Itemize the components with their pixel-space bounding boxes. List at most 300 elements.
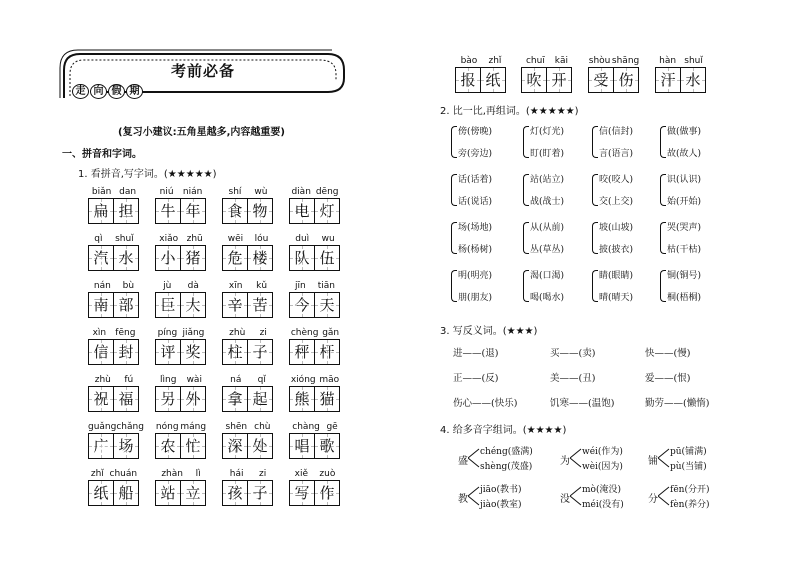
pinyin-syllable: bào (460, 56, 478, 66)
pinyin-syllable: chù (254, 422, 271, 432)
char: 祝 (93, 390, 109, 408)
word-box (289, 280, 341, 318)
polyphone-item (648, 482, 738, 512)
char-cell (315, 386, 340, 412)
compare-word: 站(站立) (530, 175, 565, 185)
char: 受 (593, 71, 609, 89)
char: 子 (252, 484, 268, 502)
compare-group (451, 268, 513, 302)
question-3-label: 3. 写反义词。(★★★) (440, 326, 538, 337)
badge (72, 84, 143, 99)
pinyin (155, 468, 207, 480)
brace-icon (592, 126, 598, 158)
compare-group (451, 124, 513, 158)
compare-word: 枯(干枯) (667, 245, 702, 255)
char-cell (248, 292, 273, 318)
char-cell (588, 67, 614, 93)
compare-word: 明(明亮) (458, 271, 493, 281)
pinyin (155, 233, 207, 245)
pinyin-syllable: jīn (295, 281, 306, 291)
badge-char: 走 (72, 84, 89, 99)
compare-word: 信(信封) (599, 127, 634, 137)
polyphone-item (458, 482, 548, 512)
compare-word: 灯(灯光) (530, 127, 565, 137)
char-cell (88, 480, 114, 506)
pinyin (222, 468, 274, 480)
char: 南 (93, 296, 109, 314)
compare-word: 晴(晴天) (599, 293, 634, 303)
pinyin (289, 374, 341, 386)
char: 猫 (319, 390, 335, 408)
pinyin-syllable: píng (157, 328, 178, 338)
pinyin-syllable: diàn (291, 187, 311, 197)
study-tip: (复习小建议:五角星越多,内容越重要) (118, 127, 285, 138)
pinyin-syllable: chuī (525, 56, 545, 66)
pinyin (289, 421, 341, 433)
pinyin-syllable: gǎn (322, 328, 340, 338)
pinyin-syllable: zhū (186, 234, 203, 244)
pinyin-syllable: nóng (155, 422, 179, 432)
polyphone-reading: fēn(分开) (670, 485, 710, 495)
char-cell (114, 245, 139, 271)
char-cell (114, 339, 139, 365)
pinyin-syllable: bù (122, 281, 135, 291)
pinyin-syllable: māo (319, 375, 340, 385)
pinyin-syllable: jiǎng (182, 328, 205, 338)
compare-word: 始(开始) (667, 197, 702, 207)
pinyin-syllable: lìng (160, 375, 177, 385)
pinyin-syllable: kǔ (256, 281, 268, 291)
char: 汗 (660, 71, 676, 89)
pinyin-syllable: zuò (319, 469, 336, 479)
word-box (88, 233, 140, 271)
char: 巨 (160, 296, 176, 314)
pinyin-syllable: fēng (115, 328, 136, 338)
compare-group (451, 172, 513, 206)
pinyin (88, 421, 144, 433)
brace-icon (660, 174, 666, 206)
fork-icon (658, 446, 670, 470)
char: 小 (160, 249, 176, 267)
char-cell (88, 198, 114, 224)
char: 辛 (227, 296, 243, 314)
compare-group (592, 268, 654, 302)
char: 子 (252, 343, 268, 361)
compare-word: 交(上交) (599, 197, 634, 207)
char: 农 (160, 437, 176, 455)
char: 忙 (185, 437, 201, 455)
brace-icon (523, 222, 529, 254)
char-cell (155, 339, 181, 365)
polyphone-reading: jiāo(教书) (480, 485, 522, 495)
char: 吹 (526, 71, 542, 89)
pinyin (655, 55, 707, 67)
polyphone-reading: pū(铺满) (670, 447, 707, 457)
word-box (588, 55, 640, 93)
page-title: 考前必备 (170, 62, 235, 80)
char-cell (315, 292, 340, 318)
question-1-label: 1. 看拼音,写字词。(★★★★★) (78, 169, 217, 180)
antonym-item: 进——(退) (453, 348, 499, 359)
word-box (289, 327, 341, 365)
char: 封 (118, 343, 134, 361)
compare-word: 桐(梧桐) (667, 293, 702, 303)
char-cell (614, 67, 639, 93)
char-cell (248, 339, 273, 365)
char-cell (155, 433, 181, 459)
pinyin-syllable: máng (180, 422, 207, 432)
pinyin-syllable: zhù (94, 375, 111, 385)
char-cell (88, 386, 114, 412)
char: 年 (185, 202, 201, 220)
char-cell (222, 292, 248, 318)
word-box (155, 468, 207, 506)
word-box (88, 327, 140, 365)
char: 伍 (319, 249, 335, 267)
char-cell (181, 292, 206, 318)
char-cell (315, 245, 340, 271)
pinyin (222, 233, 274, 245)
char-cell (315, 433, 340, 459)
char: 纸 (485, 71, 501, 89)
antonym-item: 买——(卖) (550, 348, 596, 359)
polyphone-reading: fèn(养分) (670, 500, 710, 510)
pinyin (88, 374, 140, 386)
pinyin-syllable: lóu (254, 234, 269, 244)
word-box (88, 421, 144, 459)
polyphone-char: 铺 (648, 456, 658, 467)
pinyin (222, 421, 274, 433)
char-cell (481, 67, 506, 93)
char-cell (547, 67, 572, 93)
pinyin-syllable: shāng (611, 56, 640, 66)
char-cell (655, 67, 681, 93)
char: 开 (551, 71, 567, 89)
pinyin-syllable: dà (187, 281, 199, 291)
pinyin (88, 233, 140, 245)
char: 评 (160, 343, 176, 361)
word-box (455, 55, 507, 93)
word-box (155, 186, 207, 224)
char: 水 (685, 71, 701, 89)
compare-word: 傍(傍晚) (458, 127, 493, 137)
question-2-label: 2. 比一比,再组词。(★★★★★) (440, 106, 579, 117)
pinyin (222, 327, 274, 339)
char-cell (455, 67, 481, 93)
char: 扁 (93, 202, 109, 220)
char: 牛 (160, 202, 176, 220)
char: 秤 (294, 343, 310, 361)
antonym-item: 伤心——(快乐) (453, 398, 518, 409)
compare-word: 识(认识) (667, 175, 702, 185)
char: 纸 (93, 484, 109, 502)
char: 另 (160, 390, 176, 408)
polyphone-char: 没 (560, 494, 570, 505)
polyphone-char: 教 (458, 494, 468, 505)
fork-icon (658, 484, 670, 508)
pinyin-syllable: shí (228, 187, 242, 197)
compare-word: 杨(杨树) (458, 245, 493, 255)
brace-icon (523, 174, 529, 206)
polyphone-reading: wèi(因为) (582, 462, 623, 472)
word-box (222, 186, 274, 224)
char-cell (155, 480, 181, 506)
pinyin-syllable: gē (326, 422, 338, 432)
pinyin-syllable: duì (295, 234, 310, 244)
antonym-item: 饥寒——(温饱) (550, 398, 615, 409)
polyphone-item (458, 444, 548, 474)
pinyin-syllable: fú (124, 375, 134, 385)
pinyin-syllable: wài (186, 375, 202, 385)
pinyin-syllable: shuǐ (115, 234, 134, 244)
char: 作 (319, 484, 335, 502)
char: 危 (227, 249, 243, 267)
char-cell (222, 339, 248, 365)
pinyin-syllable: niú (159, 187, 174, 197)
char: 队 (294, 249, 310, 267)
pinyin-syllable: kāi (554, 56, 569, 66)
brace-icon (523, 270, 529, 302)
polyphone-reading: mò(淹没) (582, 485, 621, 495)
char: 唱 (294, 437, 310, 455)
pinyin-syllable: zhǐ (488, 56, 502, 66)
pinyin-syllable: chèng (290, 328, 319, 338)
compare-word: 做(做事) (667, 127, 702, 137)
pinyin (222, 186, 274, 198)
pinyin (222, 374, 274, 386)
antonym-item: 爱——(恨) (645, 373, 691, 384)
fork-icon (468, 446, 480, 470)
pinyin (289, 233, 341, 245)
brace-icon (451, 174, 457, 206)
header-banner (58, 48, 348, 100)
char-cell (681, 67, 706, 93)
fork-icon (468, 484, 480, 508)
compare-group (660, 220, 722, 254)
word-box (155, 374, 207, 412)
pinyin-syllable: nián (182, 187, 203, 197)
compare-word: 场(场地) (458, 223, 493, 233)
compare-group (523, 172, 585, 206)
char-cell (289, 386, 315, 412)
pinyin-syllable: wu (321, 234, 335, 244)
compare-word: 喝(喝水) (530, 293, 565, 303)
pinyin-syllable: wù (254, 187, 268, 197)
char-cell (521, 67, 547, 93)
word-box (88, 468, 140, 506)
char-cell (114, 292, 139, 318)
pinyin-syllable: dēng (315, 187, 339, 197)
pinyin (155, 374, 207, 386)
char-cell (315, 339, 340, 365)
word-box (155, 233, 207, 271)
compare-group (660, 124, 722, 158)
pinyin-syllable: xìn (92, 328, 107, 338)
compare-group (592, 124, 654, 158)
brace-icon (451, 126, 457, 158)
compare-word: 坡(山坡) (599, 223, 634, 233)
pinyin-syllable: hái (229, 469, 244, 479)
brace-icon (592, 222, 598, 254)
brace-icon (451, 222, 457, 254)
pinyin-syllable: shuǐ (684, 56, 703, 66)
compare-word: 话(话着) (458, 175, 493, 185)
char: 立 (185, 484, 201, 502)
char: 站 (160, 484, 176, 502)
brace-icon (451, 270, 457, 302)
badge-char: 期 (126, 84, 143, 99)
compare-word: 盯(盯着) (530, 149, 565, 159)
compare-word: 朋(朋友) (458, 293, 493, 303)
compare-word: 渴(口渴) (530, 271, 565, 281)
pinyin-syllable: qì (94, 234, 103, 244)
pinyin-syllable: tiān (317, 281, 335, 291)
pinyin (588, 55, 640, 67)
char: 写 (294, 484, 310, 502)
char-cell (289, 198, 315, 224)
compare-group (523, 220, 585, 254)
compare-word: 咬(咬人) (599, 175, 634, 185)
antonym-item: 正——(反) (453, 373, 499, 384)
polyphone-reading: shèng(茂盛) (480, 462, 533, 472)
char: 电 (294, 202, 310, 220)
pinyin-syllable: zi (259, 328, 267, 338)
pinyin-syllable: dan (119, 187, 137, 197)
char-cell (88, 245, 114, 271)
pinyin-syllable: nán (93, 281, 111, 291)
pinyin (521, 55, 573, 67)
char-cell (222, 386, 248, 412)
char-cell (248, 245, 273, 271)
brace-icon (660, 270, 666, 302)
pinyin-syllable: lì (195, 469, 201, 479)
char: 担 (118, 202, 134, 220)
char-cell (248, 433, 273, 459)
compare-group (660, 268, 722, 302)
pinyin-syllable: zhàn (161, 469, 183, 479)
char-cell (181, 198, 206, 224)
word-box (222, 233, 274, 271)
char: 今 (294, 296, 310, 314)
char: 杆 (319, 343, 335, 361)
badge-char: 假 (108, 84, 125, 99)
char-cell (181, 386, 206, 412)
char: 食 (227, 202, 243, 220)
char: 场 (118, 437, 134, 455)
polyphone-char: 分 (648, 494, 658, 505)
char: 熊 (294, 390, 310, 408)
word-box (289, 468, 341, 506)
word-box (88, 374, 140, 412)
pinyin-syllable: hàn (659, 56, 677, 66)
char: 拿 (227, 390, 243, 408)
word-box (289, 374, 341, 412)
polyphone-item (560, 482, 650, 512)
char: 楼 (252, 249, 268, 267)
word-box (521, 55, 573, 93)
char: 深 (227, 437, 243, 455)
char-cell (222, 198, 248, 224)
pinyin (88, 280, 140, 292)
char: 伤 (618, 71, 634, 89)
brace-icon (660, 222, 666, 254)
compare-word: 战(战士) (530, 197, 565, 207)
char: 苦 (252, 296, 268, 314)
char-cell (181, 433, 206, 459)
polyphone-item (648, 444, 738, 474)
char-cell (289, 433, 315, 459)
polyphone-reading: chéng(盛满) (480, 447, 533, 457)
compare-word: 言(语言) (599, 149, 634, 159)
char: 猪 (185, 249, 201, 267)
pinyin-syllable: zhù (229, 328, 246, 338)
pinyin-syllable: chàng (292, 422, 320, 432)
char-cell (114, 198, 139, 224)
pinyin-syllable: qǐ (257, 375, 266, 385)
char: 部 (118, 296, 134, 314)
word-box (222, 280, 274, 318)
char: 广 (93, 437, 109, 455)
polyphone-item (560, 444, 650, 474)
char-cell (114, 386, 139, 412)
word-box (289, 233, 341, 271)
pinyin-syllable: chuán (109, 469, 138, 479)
char-cell (222, 245, 248, 271)
char: 天 (319, 296, 335, 314)
brace-icon (592, 270, 598, 302)
pinyin (222, 280, 274, 292)
pinyin (289, 280, 341, 292)
question-4-label: 4. 给多音字组词。(★★★★) (440, 425, 567, 436)
compare-group (592, 172, 654, 206)
char: 处 (252, 437, 268, 455)
char: 汽 (93, 249, 109, 267)
char-cell (289, 480, 315, 506)
word-box (222, 374, 274, 412)
antonym-item: 快——(慢) (645, 348, 691, 359)
char-cell (181, 339, 206, 365)
char-cell (222, 433, 248, 459)
compare-word: 旁(旁边) (458, 149, 493, 159)
pinyin-syllable: shēn (225, 422, 248, 432)
word-box (289, 186, 341, 224)
compare-word: 哭(哭声) (667, 223, 702, 233)
polyphone-char: 为 (560, 456, 570, 467)
char-cell (315, 480, 340, 506)
compare-word: 故(故人) (667, 149, 702, 159)
word-box (155, 421, 207, 459)
pinyin-syllable: zi (259, 469, 267, 479)
pinyin-syllable: xīn (228, 281, 243, 291)
brace-icon (592, 174, 598, 206)
pinyin (88, 186, 140, 198)
char: 物 (252, 202, 268, 220)
char-cell (155, 198, 181, 224)
pinyin-syllable: guǎng (88, 422, 117, 432)
char-cell (248, 198, 273, 224)
word-box (222, 327, 274, 365)
polyphone-char: 盛 (458, 456, 468, 467)
compare-word: 睛(眼睛) (599, 271, 634, 281)
pinyin-syllable: biǎn (91, 187, 112, 197)
char-cell (114, 433, 139, 459)
char: 歌 (319, 437, 335, 455)
pinyin-syllable: jù (163, 281, 172, 291)
char-cell (248, 480, 273, 506)
word-box (88, 280, 140, 318)
char-cell (289, 245, 315, 271)
char: 孩 (227, 484, 243, 502)
